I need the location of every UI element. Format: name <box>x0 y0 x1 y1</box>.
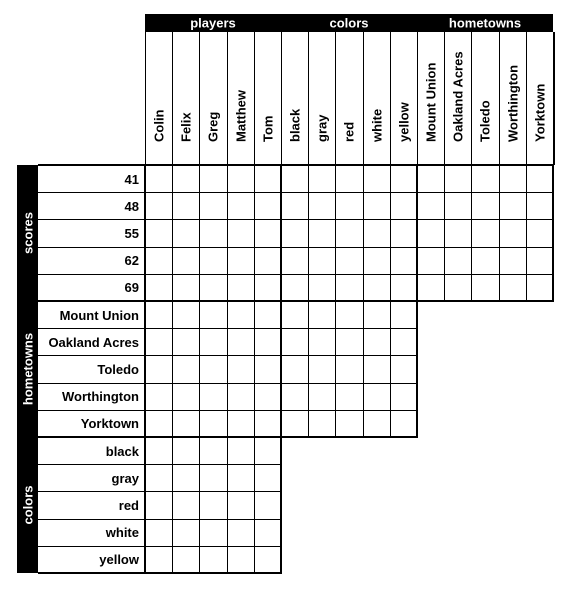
grid-cell[interactable] <box>227 274 255 302</box>
grid-cell[interactable] <box>172 491 200 519</box>
grid-cell[interactable] <box>308 274 336 302</box>
grid-cell[interactable] <box>199 219 227 247</box>
grid-cell[interactable] <box>199 519 227 547</box>
grid-cell[interactable] <box>363 328 391 356</box>
row-label <box>38 519 145 546</box>
grid-cell[interactable] <box>145 301 173 329</box>
column-header <box>335 32 362 165</box>
block-border <box>416 300 418 438</box>
grid-cell[interactable] <box>499 219 527 247</box>
grid-cell[interactable] <box>227 383 255 411</box>
header-right-border <box>553 32 555 165</box>
grid-cell[interactable] <box>172 519 200 547</box>
grid-cell[interactable] <box>281 383 309 411</box>
grid-cell[interactable] <box>335 165 363 193</box>
grid-cell[interactable] <box>281 192 309 220</box>
row-label-text: Oakland Acres <box>48 334 139 350</box>
grid-cell[interactable] <box>145 165 173 193</box>
column-header-label: red <box>341 121 357 142</box>
column-group-band-1 <box>281 14 417 32</box>
grid-cell[interactable] <box>444 165 472 193</box>
grid-cell[interactable] <box>227 192 255 220</box>
column-header-label: Mount Union <box>423 62 439 142</box>
grid-cell[interactable] <box>254 519 282 547</box>
grid-cell[interactable] <box>281 274 309 302</box>
grid-cell[interactable] <box>145 274 173 302</box>
row-label-text: black <box>105 443 139 459</box>
grid-cell[interactable] <box>363 192 391 220</box>
column-group-band-2 <box>417 14 553 32</box>
grid-cell[interactable] <box>526 219 554 247</box>
grid-cell[interactable] <box>199 192 227 220</box>
grid-cell[interactable] <box>499 247 527 275</box>
grid-cell[interactable] <box>199 491 227 519</box>
column-header <box>444 32 471 165</box>
row-label-text: 48 <box>124 198 139 214</box>
grid-cell[interactable] <box>227 328 255 356</box>
row-label <box>38 383 145 410</box>
row-group-title: scores <box>20 212 35 254</box>
grid-cell[interactable] <box>444 192 472 220</box>
row-label-text: Worthington <box>61 389 139 405</box>
grid-cell[interactable] <box>199 355 227 383</box>
grid-cell[interactable] <box>390 165 418 193</box>
row-label <box>38 546 145 573</box>
grid-cell[interactable] <box>363 383 391 411</box>
grid-cell[interactable] <box>227 491 255 519</box>
grid-cell[interactable] <box>390 219 418 247</box>
column-header-label: Colin <box>151 109 167 142</box>
grid-cell[interactable] <box>499 274 527 302</box>
column-header-label: Oakland Acres <box>450 51 466 142</box>
grid-cell[interactable] <box>254 546 282 574</box>
grid-cell[interactable] <box>390 328 418 356</box>
grid-cell[interactable] <box>145 383 173 411</box>
row-label <box>38 165 145 192</box>
column-header-label: Tom <box>260 115 276 142</box>
column-group-title: hometowns <box>448 15 522 31</box>
grid-cell[interactable] <box>444 247 472 275</box>
row-label-text: red <box>118 497 139 513</box>
grid-cell[interactable] <box>227 301 255 329</box>
row-label <box>38 491 145 518</box>
row-label-text: 41 <box>124 171 139 187</box>
column-group-band-0 <box>145 14 281 32</box>
row-label-text: yellow <box>99 552 139 568</box>
grid-cell[interactable] <box>308 301 336 329</box>
column-header-label: Felix <box>178 112 194 142</box>
grid-cell[interactable] <box>417 165 445 193</box>
grid-cell[interactable] <box>145 192 173 220</box>
grid-cell[interactable] <box>335 192 363 220</box>
column-header-label: yellow <box>396 102 412 142</box>
row-group-title: colors <box>20 485 35 525</box>
row-label <box>38 328 145 355</box>
grid-cell[interactable] <box>526 247 554 275</box>
grid-cell[interactable] <box>145 464 173 492</box>
row-label-text: gray <box>111 470 139 486</box>
grid-cell[interactable] <box>281 301 309 329</box>
block-border <box>144 164 146 302</box>
grid-cell[interactable] <box>254 219 282 247</box>
column-header-label: black <box>287 108 303 142</box>
grid-cell[interactable] <box>281 219 309 247</box>
row-label-text: 55 <box>124 225 139 241</box>
grid-cell[interactable] <box>227 410 255 438</box>
row-label-text: Toledo <box>97 361 139 377</box>
grid-cell[interactable] <box>471 219 499 247</box>
grid-cell[interactable] <box>308 383 336 411</box>
grid-cell[interactable] <box>499 192 527 220</box>
grid-cell[interactable] <box>417 274 445 302</box>
column-header <box>526 32 553 165</box>
grid-cell[interactable] <box>227 546 255 574</box>
grid-cell[interactable] <box>172 165 200 193</box>
row-label <box>38 410 145 437</box>
grid-cell[interactable] <box>145 410 173 438</box>
grid-cell[interactable] <box>335 410 363 438</box>
grid-cell[interactable] <box>417 219 445 247</box>
grid-cell[interactable] <box>308 219 336 247</box>
column-header <box>308 32 335 165</box>
grid-cell[interactable] <box>172 546 200 574</box>
row-label <box>38 301 145 328</box>
grid-cell[interactable] <box>499 165 527 193</box>
grid-cell[interactable] <box>172 247 200 275</box>
grid-cell[interactable] <box>308 355 336 383</box>
row-label-text: 69 <box>124 280 139 296</box>
grid-cell[interactable] <box>471 274 499 302</box>
grid-cell[interactable] <box>254 301 282 329</box>
grid-cell[interactable] <box>254 165 282 193</box>
column-header <box>363 32 390 165</box>
block-border <box>144 164 554 166</box>
grid-cell[interactable] <box>526 165 554 193</box>
grid-cell[interactable] <box>308 165 336 193</box>
grid-cell[interactable] <box>172 192 200 220</box>
grid-cell[interactable] <box>363 301 391 329</box>
row-label-text: Yorktown <box>80 416 139 432</box>
grid-cell[interactable] <box>526 192 554 220</box>
grid-cell[interactable] <box>471 192 499 220</box>
grid-cell[interactable] <box>145 219 173 247</box>
column-header <box>499 32 526 165</box>
grid-cell[interactable] <box>335 328 363 356</box>
grid-cell[interactable] <box>172 464 200 492</box>
grid-cell[interactable] <box>308 192 336 220</box>
grid-cell[interactable] <box>199 247 227 275</box>
row-label-text: 62 <box>124 253 139 269</box>
column-header <box>471 32 498 165</box>
row-group-band-0 <box>17 165 38 301</box>
row-group-title: hometowns <box>20 332 35 406</box>
grid-cell[interactable] <box>308 247 336 275</box>
grid-cell[interactable] <box>471 165 499 193</box>
row-label <box>38 355 145 382</box>
row-label <box>38 274 145 301</box>
column-group-title: players <box>190 15 236 31</box>
grid-cell[interactable] <box>254 437 282 465</box>
grid-cell[interactable] <box>172 274 200 302</box>
grid-cell[interactable] <box>281 328 309 356</box>
grid-cell[interactable] <box>172 301 200 329</box>
grid-cell[interactable] <box>335 274 363 302</box>
grid-cell[interactable] <box>145 491 173 519</box>
grid-cell[interactable] <box>227 355 255 383</box>
grid-cell[interactable] <box>390 274 418 302</box>
grid-cell[interactable] <box>444 219 472 247</box>
grid-cell[interactable] <box>199 301 227 329</box>
grid-cell[interactable] <box>254 491 282 519</box>
grid-cell[interactable] <box>363 219 391 247</box>
column-header <box>199 32 226 165</box>
grid-cell[interactable] <box>308 328 336 356</box>
grid-cell[interactable] <box>199 328 227 356</box>
grid-cell[interactable] <box>281 247 309 275</box>
column-header-label: Worthington <box>505 64 521 142</box>
grid-cell[interactable] <box>363 355 391 383</box>
block-border <box>144 436 282 438</box>
grid-cell[interactable] <box>227 165 255 193</box>
grid-cell[interactable] <box>363 165 391 193</box>
grid-cell[interactable] <box>145 546 173 574</box>
grid-cell[interactable] <box>199 383 227 411</box>
grid-cell[interactable] <box>199 546 227 574</box>
row-label <box>38 464 145 491</box>
grid-cell[interactable] <box>254 383 282 411</box>
column-header <box>254 32 281 165</box>
row-label-text: white <box>105 525 139 541</box>
column-header-label: gray <box>314 114 330 142</box>
grid-cell[interactable] <box>254 410 282 438</box>
column-header <box>172 32 199 165</box>
grid-cell[interactable] <box>227 464 255 492</box>
row-block-bottom-line <box>38 572 145 574</box>
block-border <box>416 164 418 302</box>
grid-cell[interactable] <box>227 519 255 547</box>
grid-cell[interactable] <box>254 464 282 492</box>
grid-cell[interactable] <box>172 219 200 247</box>
grid-cell[interactable] <box>199 410 227 438</box>
column-header <box>145 32 172 165</box>
grid-cell[interactable] <box>281 355 309 383</box>
grid-cell[interactable] <box>363 410 391 438</box>
row-label-text: Mount Union <box>59 307 139 323</box>
grid-cell[interactable] <box>227 437 255 465</box>
grid-cell[interactable] <box>390 383 418 411</box>
grid-cell[interactable] <box>281 165 309 193</box>
column-header-label: white <box>369 108 385 142</box>
grid-cell[interactable] <box>254 274 282 302</box>
grid-cell[interactable] <box>172 383 200 411</box>
row-label <box>38 437 145 464</box>
grid-cell[interactable] <box>526 274 554 302</box>
row-label <box>38 192 145 219</box>
grid-cell[interactable] <box>145 247 173 275</box>
grid-cell[interactable] <box>390 192 418 220</box>
block-border <box>144 300 146 438</box>
grid-cell[interactable] <box>444 274 472 302</box>
grid-cell[interactable] <box>335 219 363 247</box>
block-border <box>552 164 554 302</box>
grid-cell[interactable] <box>335 247 363 275</box>
column-header-label: Yorktown <box>532 83 548 142</box>
grid-cell[interactable] <box>281 410 309 438</box>
column-header <box>281 32 308 165</box>
column-header <box>417 32 444 165</box>
grid-cell[interactable] <box>172 355 200 383</box>
grid-cell[interactable] <box>335 383 363 411</box>
grid-cell[interactable] <box>199 437 227 465</box>
column-header <box>390 32 417 165</box>
column-header <box>227 32 254 165</box>
grid-cell[interactable] <box>390 247 418 275</box>
grid-cell[interactable] <box>172 410 200 438</box>
grid-cell[interactable] <box>471 247 499 275</box>
grid-cell[interactable] <box>145 328 173 356</box>
row-group-band-1 <box>17 301 38 437</box>
column-group-title: colors <box>329 15 369 31</box>
block-border <box>280 300 282 438</box>
grid-cell[interactable] <box>390 301 418 329</box>
grid-cell[interactable] <box>254 328 282 356</box>
grid-cell[interactable] <box>254 355 282 383</box>
grid-cell[interactable] <box>417 192 445 220</box>
grid-cell[interactable] <box>335 301 363 329</box>
block-border <box>144 436 146 574</box>
row-label <box>38 247 145 274</box>
grid-cell[interactable] <box>390 410 418 438</box>
grid-cell[interactable] <box>254 192 282 220</box>
grid-cell[interactable] <box>199 464 227 492</box>
block-border <box>144 572 282 574</box>
grid-cell[interactable] <box>227 219 255 247</box>
grid-cell[interactable] <box>172 328 200 356</box>
grid-cell[interactable] <box>390 355 418 383</box>
grid-cell[interactable] <box>335 355 363 383</box>
block-border <box>280 436 282 574</box>
row-group-band-2 <box>17 437 38 573</box>
grid-cell[interactable] <box>145 437 173 465</box>
grid-cell[interactable] <box>308 410 336 438</box>
block-border <box>280 164 282 302</box>
block-border <box>38 164 145 166</box>
grid-cell[interactable] <box>417 247 445 275</box>
grid-cell[interactable] <box>145 519 173 547</box>
grid-cell[interactable] <box>363 247 391 275</box>
grid-cell[interactable] <box>145 355 173 383</box>
column-header-label: Greg <box>205 111 221 142</box>
grid-cell[interactable] <box>227 247 255 275</box>
grid-cell[interactable] <box>199 274 227 302</box>
grid-cell[interactable] <box>172 437 200 465</box>
row-label <box>38 219 145 246</box>
column-header-label: Matthew <box>233 90 249 142</box>
column-header-label: Toledo <box>477 100 493 142</box>
grid-cell[interactable] <box>199 165 227 193</box>
grid-cell[interactable] <box>363 274 391 302</box>
grid-cell[interactable] <box>254 247 282 275</box>
